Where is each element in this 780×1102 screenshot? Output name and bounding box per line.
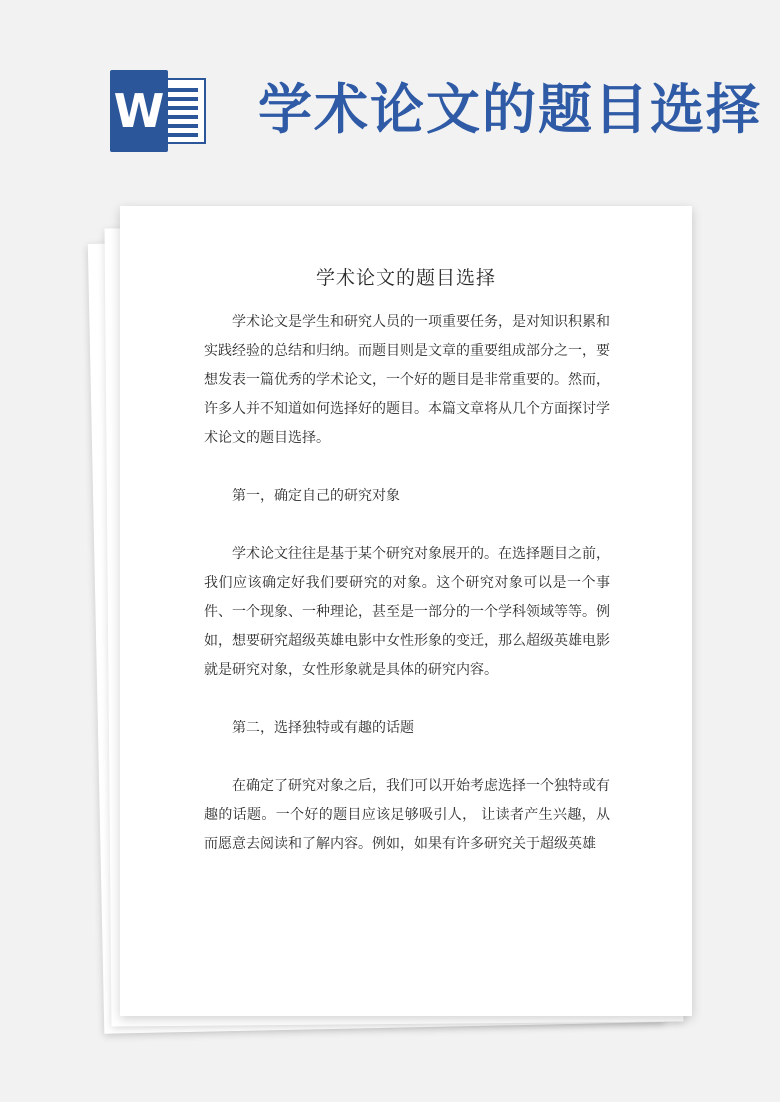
document-body — [204, 308, 610, 859]
document-page — [120, 206, 692, 1016]
word-logo-icon — [110, 70, 206, 152]
word-letter: W — [110, 70, 168, 152]
section-heading-2: 第二，选择独特或有趣的话题 — [232, 720, 414, 736]
section-paragraph-1: 学术论文往往是基于某个研究对象展开的。在选择题目之前，我们应该确定好我们要研究的对象。这个研究对象可以是一个事件、一个现象、一种理论，甚至是一部分的一个学科领域等等。例如，想要研究超级英雄电影中女性形象的变迁，那么超级英雄电影就是研究对象，女性形象就是具体的研究内容。 — [204, 546, 610, 678]
intro-paragraph: 学术论文是学生和研究人员的一项重要任务，是对知识积累和实践经验的总结和归纳。而题目则是文章的重要组成部分之一，要想发表一篇优秀的学术论文，一个好的题目是非常重要的。然而，许多人并不知道如何选择好的题目。本篇文章将从几个方面探讨学术论文的题目选择。 — [204, 314, 610, 446]
section-paragraph-2: 在确定了研究对象之后，我们可以开始考虑选择一个独特或有趣的话题。一个好的题目应该足够吸引人， 让读者产生兴趣，从而愿意去阅读和了解内容。例如，如果有许多研究关于超级英雄 — [204, 778, 610, 852]
document-title: 学术论文的题目选择 — [315, 267, 496, 289]
banner-title: 学术论文的题目选择 — [258, 78, 762, 141]
section-heading-1: 第一，确定自己的研究对象 — [232, 488, 400, 504]
